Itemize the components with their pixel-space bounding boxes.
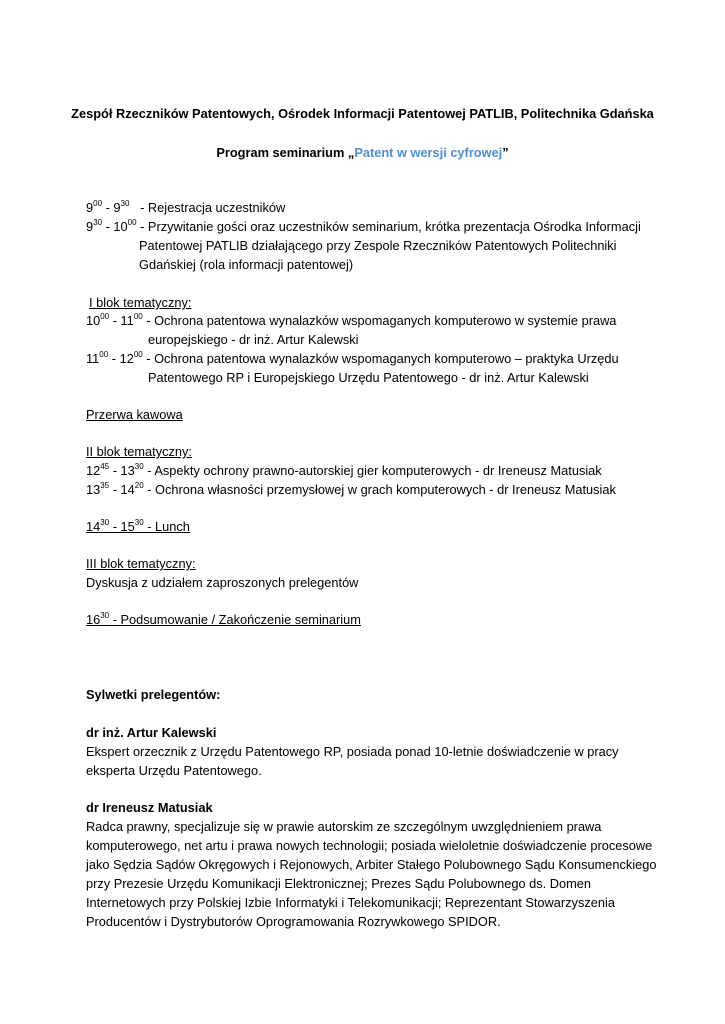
schedule-welcome-line2: Patentowej PATLIB działającego przy Zespole Rzeczników Patentowych Politechniki <box>139 238 617 253</box>
block1-item1: $10^{00} - 11^{00}$ - Ochrona patentowa wynalazków wspomaganych komputerowo w systemie prawa <box>86 311 617 328</box>
speaker-matusiak-bio-3: jako Sędzia Sądów Okręgowych i Rejonowych, Arbiter Stałego Polubownego Sądu Konsumenckiego <box>86 857 657 872</box>
block1-item1-line2: europejskiego - dr inż. Artur Kalewski <box>148 332 359 347</box>
speaker-matusiak-bio-4: przy Prezesie Urzędu Komunikacji Elektronicznej; Prezes Sądu Polubownego ds. Domen <box>86 876 592 891</box>
speaker-kalewski-name: dr inż. Artur Kalewski <box>86 725 217 740</box>
speaker-kalewski-bio-1: Ekspert orzecznik z Urzędu Patentowego RP, posiada ponad 10-letnie doświadczenie w pracy <box>86 744 619 759</box>
program-title: Patent w wersji cyfrowej <box>354 145 503 160</box>
speaker-kalewski-bio-2: eksperta Urzędu Patentowego. <box>86 763 262 778</box>
program-prefix: Program seminarium „ <box>216 145 355 160</box>
speaker-matusiak-bio-6: Producentów i Dystrybutorów Oprogramowania Rozrywkowego SPIDOR. <box>86 914 501 929</box>
schedule-registration: $9^{00} - 9^{30}$ - Rejestracja uczestników <box>86 198 286 215</box>
program-suffix: ” <box>502 145 509 160</box>
block3-title: III blok tematyczny: <box>86 556 196 571</box>
block3-text: Dyskusja z udziałem zaproszonych prelegentów <box>86 575 359 590</box>
schedule-welcome: $9^{30} - 10^{00}$ - Przywitanie gości oraz uczestników seminarium, krótka prezentacja Ośrodka Informacji <box>86 217 641 234</box>
block2-item2: $13^{35} - 14^{20}$ - Ochrona własności przemysłowej w grach komputerowych - dr Ireneusz Matusiak <box>86 480 616 497</box>
speaker-matusiak-bio-5: Internetowych przy Polskiej Izbie Informatyki i Telekomunikacji; Reprezentant Stowarzyszenia <box>86 895 615 910</box>
block2-title: II blok tematyczny: <box>86 444 192 459</box>
schedule-welcome-line3: Gdańskiej (rola informacji patentowej) <box>139 257 354 272</box>
block1-item2: $11^{00} - 12^{00}$ - Ochrona patentowa wynalazków wspomaganych komputerowo – praktyka Urzędu <box>86 349 619 366</box>
lunch: $14^{30} - 15^{30}$ - Lunch <box>86 517 190 534</box>
closing: $16^{30}$ - Podsumowanie / Zakończenie seminarium <box>86 610 361 627</box>
block1-item2-line2: Patentowego RP i Europejskiego Urzędu Patentowego - dr inż. Artur Kalewski <box>148 370 589 385</box>
speaker-matusiak-name: dr Ireneusz Matusiak <box>86 800 213 815</box>
coffee-break: Przerwa kawowa <box>86 407 183 422</box>
block2-item1: $12^{45} - 13^{30}$ - Aspekty ochrony prawno-autorskiej gier komputerowych - dr Ireneusz Matusiak <box>86 461 602 478</box>
speakers-heading: Sylwetki prelegentów: <box>86 687 221 702</box>
speaker-matusiak-bio-2: komputerowego, net artu i prawa nowych technologii; posiada wieloletnie doświadczenie procesowe <box>86 838 653 853</box>
program-title-line <box>0 145 725 161</box>
org-header: Zespół Rzeczników Patentowych, Ośrodek Informacji Patentowej PATLIB, Politechnika Gdańska <box>71 106 654 121</box>
block1-title: I blok tematyczny: <box>89 295 192 310</box>
speaker-matusiak-bio-1: Radca prawny, specjalizuje się w prawie autorskim ze szczególnym uwzględnieniem prawa <box>86 819 602 834</box>
